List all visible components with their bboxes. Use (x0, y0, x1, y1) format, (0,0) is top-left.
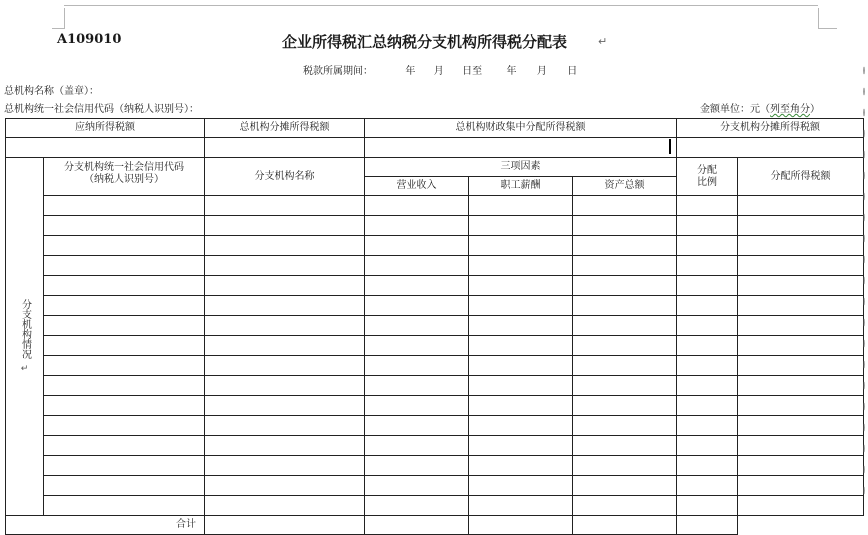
cell[interactable] (469, 476, 573, 496)
cell[interactable] (573, 296, 677, 316)
amount-unit (700, 100, 820, 115)
cell[interactable] (205, 476, 365, 496)
side-label-mark: ↵ (20, 363, 29, 374)
cell[interactable] (365, 216, 469, 236)
cell[interactable] (738, 296, 864, 316)
page-top-border (64, 5, 818, 6)
cell[interactable] (738, 496, 864, 516)
cell[interactable] (738, 456, 864, 476)
cell[interactable] (469, 336, 573, 356)
cell[interactable] (573, 376, 677, 396)
cell[interactable] (205, 296, 365, 316)
cell[interactable] (573, 316, 677, 336)
cell[interactable] (677, 336, 738, 356)
cell[interactable] (44, 256, 205, 276)
table-row (6, 196, 864, 216)
table-row (6, 336, 864, 356)
cell[interactable] (677, 276, 738, 296)
cell[interactable] (469, 256, 573, 276)
cell[interactable] (44, 456, 205, 476)
cell[interactable] (365, 476, 469, 496)
cell[interactable] (205, 436, 365, 456)
cell[interactable] (738, 436, 864, 456)
cell[interactable] (677, 236, 738, 256)
period-month: 月 (433, 66, 444, 77)
table-row (6, 456, 864, 476)
form-code: A109010 (57, 32, 122, 47)
cell[interactable] (365, 396, 469, 416)
margin-marks (862, 60, 866, 500)
cell[interactable] (738, 276, 864, 296)
cell[interactable] (573, 216, 677, 236)
cell[interactable] (573, 336, 677, 356)
allocation-table (5, 118, 864, 535)
period-day-to: 日至 (462, 66, 483, 77)
table-row (6, 236, 864, 256)
cell[interactable] (44, 216, 205, 236)
cell[interactable] (573, 276, 677, 296)
text-cursor (669, 139, 671, 154)
page-corner-mark-right (818, 8, 837, 29)
cell[interactable] (365, 416, 469, 436)
table-row (6, 496, 864, 516)
table-row (6, 396, 864, 416)
cell[interactable] (365, 456, 469, 476)
cell[interactable] (205, 356, 365, 376)
cell[interactable] (738, 376, 864, 396)
header-assets: 资产总额 (573, 177, 677, 196)
header-three-factors: 三项因素 (365, 158, 677, 177)
cell[interactable] (365, 376, 469, 396)
header-tax-payable: 应纳所得税额 (6, 119, 205, 138)
cell[interactable] (573, 416, 677, 436)
cell[interactable] (205, 276, 365, 296)
cell[interactable] (469, 456, 573, 476)
total-ratio[interactable] (573, 516, 677, 535)
cell[interactable] (205, 316, 365, 336)
cell[interactable] (738, 476, 864, 496)
cell[interactable] (44, 316, 205, 336)
cell[interactable] (205, 456, 365, 476)
cell[interactable] (44, 496, 205, 516)
header-revenue: 营业收入 (365, 177, 469, 196)
cell[interactable] (738, 316, 864, 336)
paragraph-mark: ↵ (598, 35, 608, 48)
cell[interactable] (469, 296, 573, 316)
cell[interactable] (469, 356, 573, 376)
cell[interactable] (365, 336, 469, 356)
cell[interactable] (738, 216, 864, 236)
header-wages: 职工薪酬 (469, 177, 573, 196)
cell[interactable] (44, 476, 205, 496)
cell[interactable] (677, 376, 738, 396)
header-fiscal-central: 总机构财政集中分配所得税额 (365, 119, 677, 138)
cell[interactable] (44, 396, 205, 416)
cell[interactable] (738, 396, 864, 416)
cell[interactable] (677, 356, 738, 376)
cell[interactable] (205, 236, 365, 256)
value-tax-payable[interactable] (6, 138, 205, 158)
value-branch-share[interactable] (677, 138, 864, 158)
cell[interactable] (738, 416, 864, 436)
value-fiscal-central[interactable] (365, 138, 677, 158)
cell[interactable] (469, 276, 573, 296)
period-year: 年 (405, 66, 416, 77)
cell[interactable] (573, 456, 677, 476)
cell[interactable] (469, 416, 573, 436)
cell[interactable] (677, 436, 738, 456)
page-corner-mark-left (52, 8, 65, 29)
total-assets[interactable] (469, 516, 573, 535)
cell[interactable] (738, 356, 864, 376)
header-allocated-amount: 分配所得税额 (738, 158, 864, 196)
total-wages[interactable] (365, 516, 469, 535)
cell[interactable] (365, 316, 469, 336)
cell[interactable] (469, 396, 573, 416)
cell[interactable] (205, 196, 365, 216)
cell[interactable] (469, 216, 573, 236)
cell[interactable] (677, 416, 738, 436)
cell[interactable] (205, 496, 365, 516)
cell[interactable] (365, 236, 469, 256)
table-row (6, 216, 864, 236)
period-month2: 月 (536, 66, 547, 77)
cell[interactable] (677, 496, 738, 516)
total-revenue[interactable] (205, 516, 365, 535)
cell[interactable] (205, 416, 365, 436)
cell[interactable] (365, 436, 469, 456)
total-amount[interactable] (677, 516, 738, 535)
header-hq-share: 总机构分摊所得税额 (205, 119, 365, 138)
cell[interactable] (469, 376, 573, 396)
cell[interactable] (44, 336, 205, 356)
table-row (6, 376, 864, 396)
header-branch-name: 分支机构名称 (205, 158, 365, 196)
cell[interactable] (738, 336, 864, 356)
cell[interactable] (469, 496, 573, 516)
cell[interactable] (677, 456, 738, 476)
cell[interactable] (677, 476, 738, 496)
detail-header-row-1 (6, 158, 864, 177)
table-row (6, 256, 864, 276)
table-row (6, 276, 864, 296)
cell[interactable] (365, 256, 469, 276)
cell[interactable] (677, 396, 738, 416)
cell[interactable] (573, 256, 677, 276)
cell[interactable] (738, 256, 864, 276)
cell[interactable] (573, 236, 677, 256)
cell[interactable] (738, 196, 864, 216)
total-label: 合计 (6, 516, 205, 535)
table-row (6, 416, 864, 436)
cell[interactable] (573, 476, 677, 496)
cell[interactable] (677, 296, 738, 316)
cell[interactable] (365, 496, 469, 516)
header-ratio-line2: 比例 (697, 176, 718, 188)
period-label: 税款所属期间： (303, 66, 373, 77)
header-branch-code (44, 158, 205, 196)
amount-unit-close: ） (810, 104, 820, 115)
header-branch-code-line2: （纳税人识别号） (84, 174, 164, 185)
side-label-cell (6, 158, 44, 516)
cell[interactable] (44, 416, 205, 436)
amount-unit-value: 列至角分 (770, 104, 810, 115)
cell[interactable] (44, 436, 205, 456)
hq-code-label: 总机构统一社会信用代码（纳税人识别号）： (4, 104, 199, 115)
cell[interactable] (44, 276, 205, 296)
header-branch-code-line1: 分支机构统一社会信用代码 (64, 162, 184, 173)
table-row (6, 316, 864, 336)
cell[interactable] (44, 376, 205, 396)
cell[interactable] (573, 396, 677, 416)
side-label: 分支机构情况 (19, 298, 31, 359)
hq-name-label: 总机构名称（盖章）： (4, 86, 99, 97)
total-row (6, 516, 864, 535)
period-day2: 日 (567, 66, 578, 77)
summary-header-row (6, 119, 864, 138)
table-row (6, 356, 864, 376)
header-ratio-line1: 分配 (697, 164, 718, 176)
cell[interactable] (469, 436, 573, 456)
header-ratio (677, 158, 738, 196)
cell[interactable] (365, 296, 469, 316)
cell[interactable] (44, 196, 205, 216)
cell[interactable] (677, 196, 738, 216)
header-branch-share: 分支机构分摊所得税额 (677, 119, 864, 138)
cell[interactable] (205, 396, 365, 416)
cell[interactable] (469, 236, 573, 256)
period-year2: 年 (506, 66, 517, 77)
cell[interactable] (469, 316, 573, 336)
cell[interactable] (205, 376, 365, 396)
table-row (6, 296, 864, 316)
cell[interactable] (677, 316, 738, 336)
table-row (6, 476, 864, 496)
cell[interactable] (44, 356, 205, 376)
cell[interactable] (365, 356, 469, 376)
cell[interactable] (205, 336, 365, 356)
amount-unit-label: 金额单位：元（ (700, 104, 770, 115)
cell[interactable] (469, 196, 573, 216)
cell[interactable] (44, 236, 205, 256)
cell[interactable] (573, 496, 677, 516)
cell[interactable] (573, 196, 677, 216)
page-title: 企业所得税汇总纳税分支机构所得税分配表 (282, 33, 568, 51)
period-row (303, 62, 577, 77)
cell[interactable] (573, 356, 677, 376)
cell[interactable] (205, 256, 365, 276)
summary-value-row (6, 138, 864, 158)
table-row (6, 436, 864, 456)
cell[interactable] (205, 216, 365, 236)
value-hq-share[interactable] (205, 138, 365, 158)
cell[interactable] (677, 256, 738, 276)
cell[interactable] (738, 236, 864, 256)
cell[interactable] (677, 216, 738, 236)
cell[interactable] (365, 276, 469, 296)
cell[interactable] (44, 296, 205, 316)
cell[interactable] (573, 436, 677, 456)
cell[interactable] (365, 196, 469, 216)
